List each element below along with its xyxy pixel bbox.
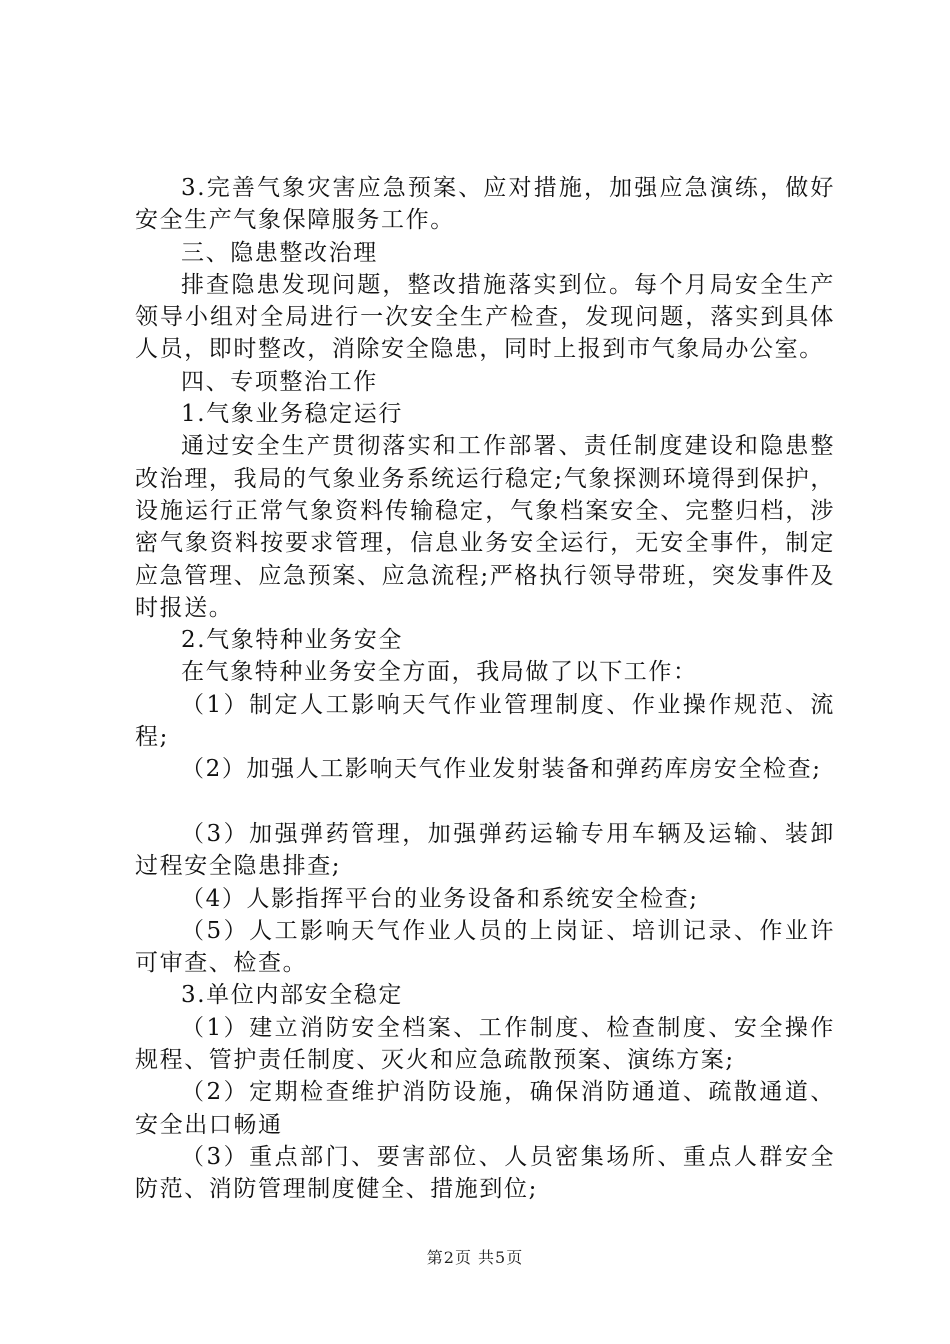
paragraph-item-3: 3.完善气象灾害应急预案、应对措施，加强应急演练，做好安全生产气象保障服务工作。 — [135, 175, 835, 234]
subheading-internal-safety: 3.单位内部安全稳定 — [181, 982, 403, 1009]
list-item-special-3: （3）加强弹药管理，加强弹药运输专用车辆及运输、装卸过程安全隐患排查; — [135, 820, 835, 880]
list-item-internal-3: （3）重点部门、要害部位、人员密集场所、重点人群安全防范、消防管理制度健全、措施到位; — [135, 1143, 835, 1203]
list-item-special-4: （4）人影指挥平台的业务设备和系统安全检查; — [181, 885, 699, 912]
paragraph-special-business-intro: 在气象特种业务安全方面，我局做了以下工作： — [181, 659, 698, 686]
list-item-internal-2: （2）定期检查维护消防设施，确保消防通道、疏散通道、安全出口畅通 — [135, 1079, 835, 1138]
section-heading-special-rectification: 四、专项整治工作 — [181, 368, 378, 395]
list-item-special-5: （5）人工影响天气作业人员的上岗证、培训记录、作业许可审查、检查。 — [135, 917, 835, 977]
page-footer: 第2页 共5页 — [426, 1248, 524, 1267]
list-item-special-2: （2）加强人工影响天气作业发射装备和弹药库房安全检查; — [181, 756, 822, 783]
list-item-special-1: （1）制定人工影响天气作业管理制度、作业操作规范、流程; — [135, 691, 835, 751]
section-heading-hazard-rectification: 三、隐患整改治理 — [181, 239, 378, 266]
document-body — [135, 172, 835, 1206]
list-item-internal-1: （1）建立消防安全档案、工作制度、检查制度、安全操作规程、管护责任制度、灭火和应急疏散预案、演练方案; — [135, 1014, 835, 1074]
paragraph-meteorological-business: 通过安全生产贯彻落实和工作部署、责任制度建设和隐患整改治理，我局的气象业务系统运行稳定;气象探测环境得到保护，设施运行正常气象资料传输稳定，气象档案安全、完整归档，涉密气象资料按要求管理，信息业务安全运行，无安全事件，制定应急管理、应急预案、应急流程;严格执行领导带班，突发事件及时报送。 — [135, 433, 835, 621]
subheading-special-business: 2.气象特种业务安全 — [181, 627, 403, 654]
blank-line — [135, 786, 835, 818]
paragraph-hazard-rectification: 排查隐患发现问题，整改措施落实到位。每个月局安全生产领导小组对全局进行一次安全生产检查，发现问题，落实到具体人员，即时整改，消除安全隐患，同时上报到市气象局办公室。 — [135, 271, 835, 363]
subheading-meteorological-business: 1.气象业务稳定运行 — [181, 401, 403, 428]
